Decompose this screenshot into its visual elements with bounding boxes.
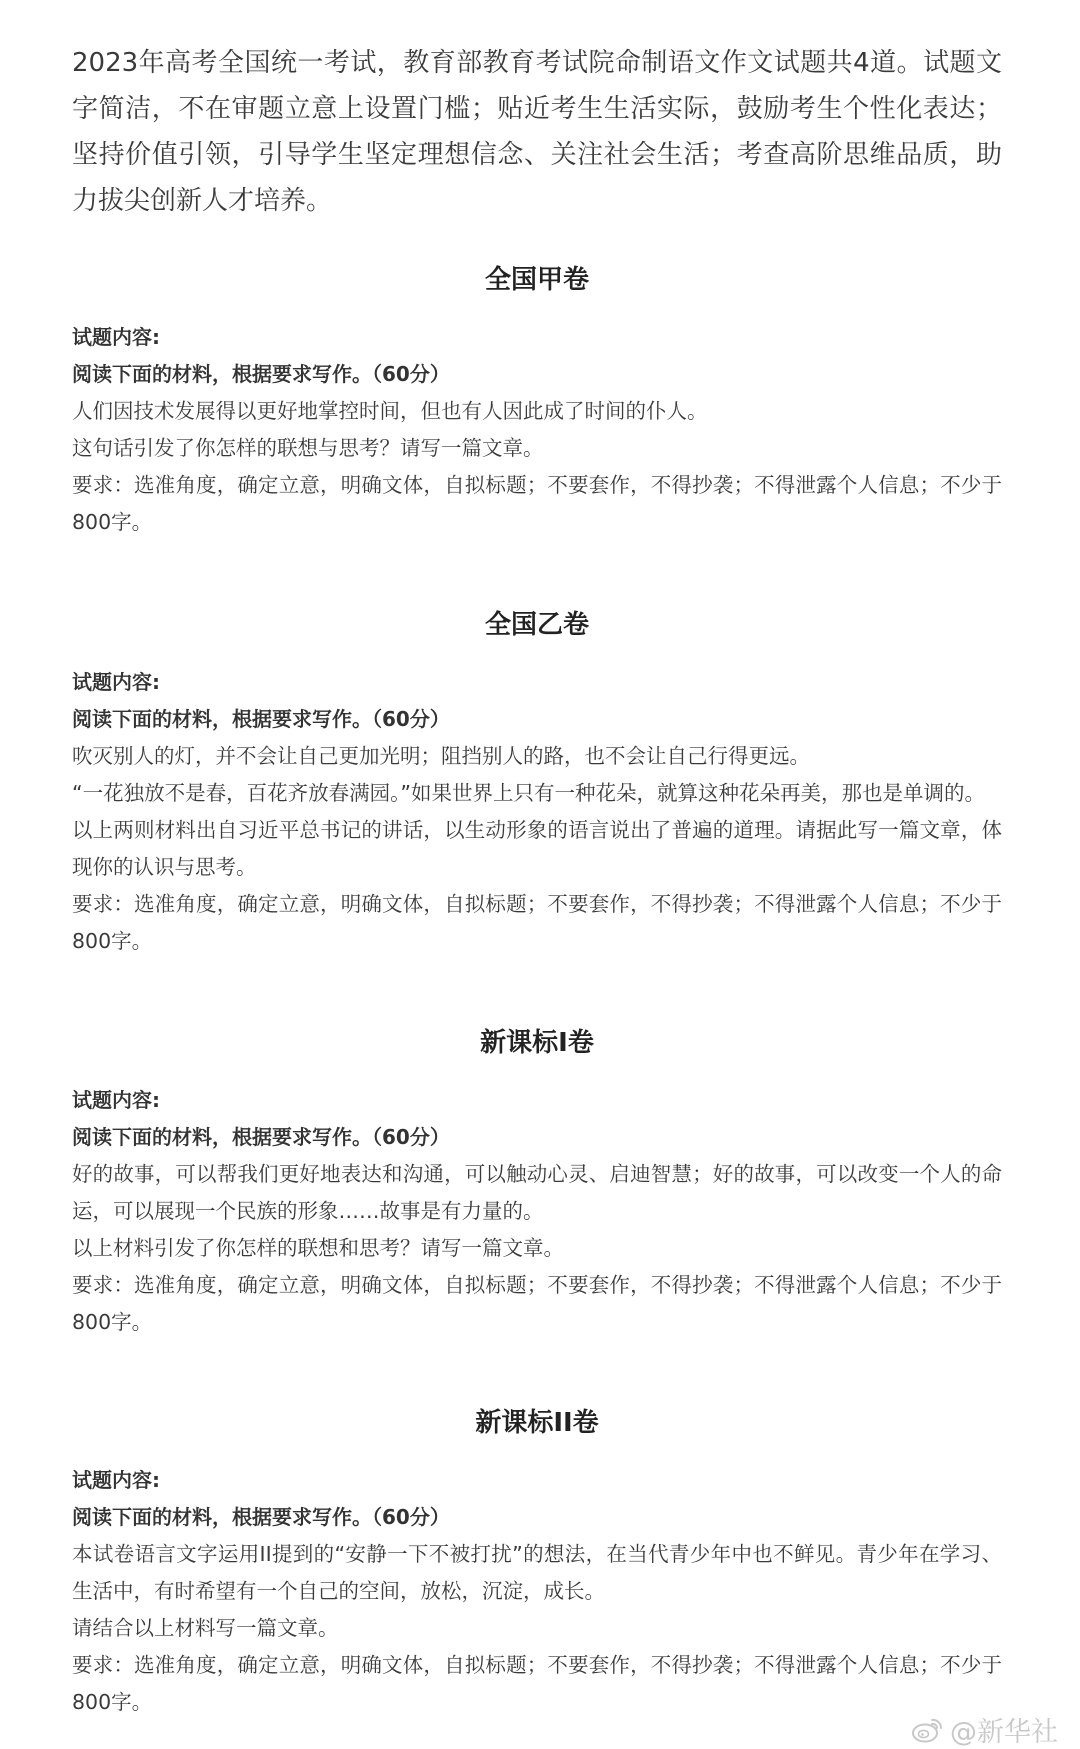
material-paragraph: 好的故事，可以帮我们更好地表达和沟通，可以触动心灵、启迪智慧；好的故事，可以改变一个人的命运，可以展现一个民族的形象……故事是有力量的。 (72, 1162, 1002, 1223)
exam-section-new-curriculum-2 (72, 1406, 1002, 1721)
requirements-paragraph: 要求：选准角度，确定立意，明确文体，自拟标题；不要套作，不得抄袭；不得泄露个人信息；不少于800字。 (72, 892, 1002, 953)
prompt-paragraph: 以上两则材料出自习近平总书记的讲话，以生动形象的语言说出了普遍的道理。请据此写一篇文章，体现你的认识与思考。 (72, 818, 1002, 879)
prompt-paragraph: 以上材料引发了你怎样的联想和思考？请写一篇文章。 (72, 1236, 564, 1260)
material-paragraph: 吹灭别人的灯，并不会让自己更加光明；阻挡别人的路，也不会让自己行得更远。 (72, 744, 810, 768)
section-title: 全国乙卷 (484, 610, 589, 640)
instruction-text: 阅读下面的材料，根据要求写作。（60分） (72, 707, 450, 731)
exam-section-jia (72, 263, 1002, 541)
weibo-icon (910, 1716, 944, 1744)
requirements-paragraph: 要求：选准角度，确定立意，明确文体，自拟标题；不要套作，不得抄袭；不得泄露个人信息；不少于800字。 (72, 1273, 1002, 1334)
prompt-paragraph: 这句话引发了你怎样的联想与思考？请写一篇文章。 (72, 436, 544, 460)
exam-section-new-curriculum-1 (72, 1026, 1002, 1341)
prompt-paragraph: 请结合以上材料写一篇文章。 (72, 1616, 339, 1640)
exam-section-yi (72, 608, 1002, 960)
material-paragraph: 人们因技术发展得以更好地掌控时间，但也有人因此成了时间的仆人。 (72, 399, 708, 423)
instruction-text: 阅读下面的材料，根据要求写作。（60分） (72, 1125, 450, 1149)
content-label: 试题内容: (72, 325, 160, 349)
requirements-paragraph: 要求：选准角度，确定立意，明确文体，自拟标题；不要套作，不得抄袭；不得泄露个人信息；不少于800字。 (72, 1653, 1002, 1714)
section-title: 全国甲卷 (484, 265, 589, 295)
material-paragraph: “一花独放不是春，百花齐放春满园。”如果世界上只有一种花朵，就算这种花朵再美，那也是单调的。 (72, 781, 985, 805)
content-label: 试题内容: (72, 1468, 160, 1492)
section-title: 新课标II卷 (475, 1408, 599, 1438)
source-watermark (910, 1710, 1058, 1749)
watermark-text: @新华社 (950, 1717, 1058, 1748)
content-label: 试题内容: (72, 1088, 160, 1112)
requirements-paragraph: 要求：选准角度，确定立意，明确文体，自拟标题；不要套作，不得抄袭；不得泄露个人信息；不少于800字。 (72, 473, 1002, 534)
section-title: 新课标I卷 (480, 1028, 594, 1058)
intro-paragraph: 2023年高考全国统一考试，教育部教育考试院命制语文作文试题共4道。试题文字简洁，不在审题立意上设置门槛；贴近考生生活实际，鼓励考生个性化表达；坚持价值引领，引导学生坚定理想信念、关注社会生活；考查高阶思维品质，助力拔尖创新人才培养。 (72, 48, 1002, 216)
instruction-text: 阅读下面的材料，根据要求写作。（60分） (72, 1505, 450, 1529)
content-label: 试题内容: (72, 670, 160, 694)
material-paragraph: 本试卷语言文字运用II提到的“安静一下不被打扰”的想法，在当代青少年中也不鲜见。青少年在学习、生活中，有时希望有一个自己的空间，放松，沉淀，成长。 (72, 1542, 1002, 1603)
instruction-text: 阅读下面的材料，根据要求写作。（60分） (72, 362, 450, 386)
